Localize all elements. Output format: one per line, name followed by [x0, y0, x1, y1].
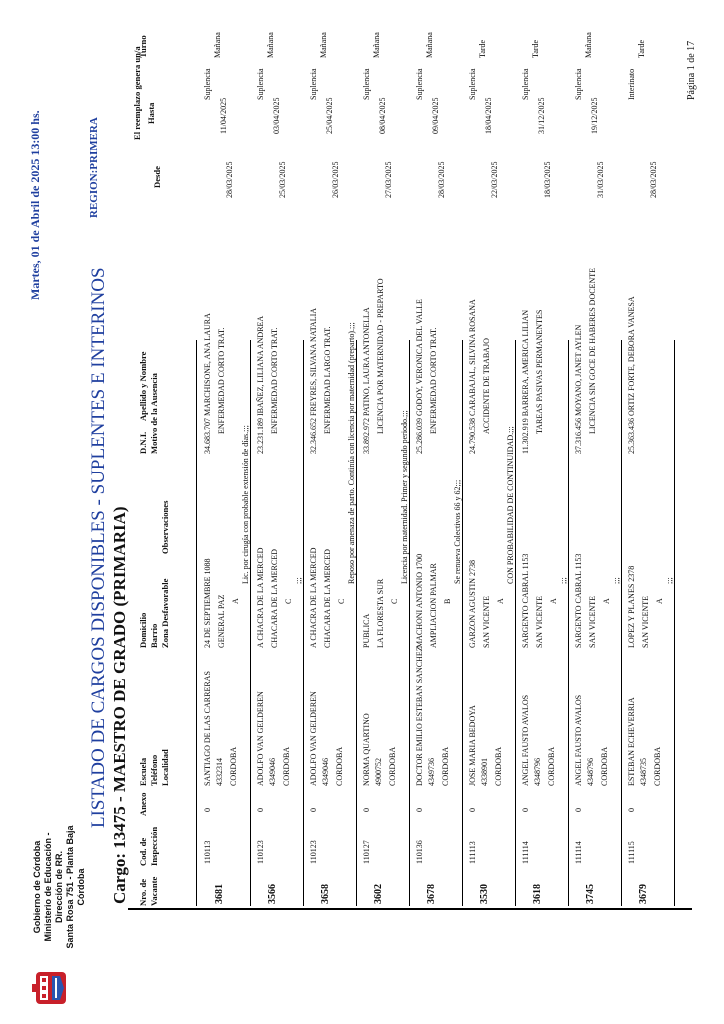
- observaciones: Se renueva Colectivos 66 y 62;;;: [453, 479, 462, 584]
- escuela-localidad: CORDOBA: [494, 746, 503, 786]
- vacante-number: 3681: [214, 884, 225, 904]
- barrio: SAN VICENTE: [535, 595, 544, 648]
- turno: Mañana: [584, 32, 593, 58]
- cod-inspeccion: 111113: [468, 841, 477, 864]
- cod-inspeccion: 110113: [203, 840, 212, 864]
- turno: Tarde: [637, 39, 646, 58]
- ausente-dni-nombre: 11.302.919 BARRERA, AMERICA LILIAN: [521, 309, 530, 454]
- zona-desfavorable: A: [496, 598, 505, 604]
- barrio: GENERAL PAZ: [217, 594, 226, 648]
- motivo-ausencia: ENFERMEDAD CORTO TRAT.: [429, 327, 438, 434]
- fecha-hasta: 19/12/2025: [590, 97, 599, 134]
- anexo: 0: [627, 808, 636, 812]
- table-row: [463, 0, 516, 1024]
- vacante-number: 3602: [373, 884, 384, 904]
- anexo: 0: [415, 808, 424, 812]
- turno: Mañana: [319, 32, 328, 58]
- fecha-desde: 26/03/2025: [331, 161, 340, 198]
- escuela-telefono: 4338901: [480, 758, 489, 786]
- vacante-number: 3618: [532, 884, 543, 904]
- reemplazo-tipo: Suplencia: [309, 68, 318, 100]
- header-ausente: D.N.I. Apellido y Nombre Motivo de la Ausencia: [138, 351, 159, 454]
- escuela-telefono: 4332314: [215, 758, 224, 786]
- ausente-dni-nombre: 34.683.707 MARCHISONE, ANA LAURA: [203, 313, 212, 454]
- gov-line-1: Gobierno de Córdoba: [32, 840, 42, 934]
- observaciones: Lic. por cirugía con probable extensión de días.;;;: [241, 425, 250, 584]
- observaciones: ;;;: [665, 577, 674, 584]
- escuela-name: SANTIAGO DE LAS CARRERAS: [203, 671, 212, 786]
- turno: Mañana: [266, 32, 275, 58]
- cargo-title: Cargo: 13475 - MAESTRO DE GRADO (PRIMARIA): [110, 506, 129, 904]
- header-divider: [196, 340, 197, 906]
- escuela-localidad: CORDOBA: [653, 746, 662, 786]
- escuela-name: JOSE MARIA BEDOYA: [468, 705, 477, 786]
- table-row: [516, 0, 569, 1024]
- vacante-number: 3658: [320, 884, 331, 904]
- domicilio: MACHONI ANTONIO 1700: [415, 553, 424, 648]
- ausente-dni-nombre: 25.363.436 ORTIZ FORTE, DEBORA VANESA: [627, 296, 636, 454]
- header-hasta: Hasta: [146, 102, 156, 124]
- table-row: [569, 0, 622, 1024]
- reemplazo-tipo: Suplencia: [362, 68, 371, 100]
- motivo-ausencia: ENFERMEDAD CORTO TRAT.: [270, 327, 279, 434]
- turno: Mañana: [372, 32, 381, 58]
- gov-line-2: Ministerio de Educación - Dirección de RR.: [43, 832, 64, 942]
- header-domicilio: Domicilio Barrio Zona Desfavorable: [138, 578, 170, 648]
- zona-desfavorable: A: [549, 598, 558, 604]
- ausente-dni-nombre: 32.346.652 FREYRES, SILVANA NATALIA: [309, 307, 318, 454]
- zona-desfavorable: C: [390, 598, 399, 604]
- observaciones: CON PROBABILIDAD DE CONTINUIDAD.;;;: [506, 426, 515, 584]
- motivo-ausencia: ENFERMEDAD CORTO TRAT.: [217, 327, 226, 434]
- vacante-number: 3566: [267, 884, 278, 904]
- observaciones: ;;;: [294, 577, 303, 584]
- observaciones: Reposo por amenaza de parto. Continúa con licencia por maternidad (preparto).;;;: [347, 322, 356, 584]
- table-row: [410, 0, 463, 1024]
- fecha-hasta: 18/04/2025: [484, 97, 493, 134]
- fecha-hasta: 03/04/2025: [272, 97, 281, 134]
- domicilio: A CHACRA DE LA MERCED: [309, 547, 318, 648]
- fecha-desde: 27/03/2025: [384, 161, 393, 198]
- barrio: CHACARA DE LA MERCED: [270, 549, 279, 648]
- page-number: Página 1 de 17: [686, 40, 697, 100]
- barrio: SAN VICENTE: [482, 595, 491, 648]
- fecha-hasta: 31/12/2025: [537, 97, 546, 134]
- fecha-hasta: 09/04/2025: [431, 97, 440, 134]
- cod-inspeccion: 111115: [627, 841, 636, 864]
- header-escuela: Escuela Teléfono Localidad: [138, 749, 170, 786]
- anexo: 0: [203, 808, 212, 812]
- zona-desfavorable: A: [655, 598, 664, 604]
- motivo-ausencia: TAREAS PASIVAS PERMANENTES: [535, 309, 544, 434]
- gov-line-3: Santa Rosa 751 - Planta Baja Córdoba: [65, 825, 86, 949]
- table-row: [198, 0, 251, 1024]
- escuela-telefono: 4349736: [427, 758, 436, 786]
- escuela-name: DOCTOR EMILIO ESTEBAN SANCHEZ: [415, 646, 424, 786]
- table-row: [304, 0, 357, 1024]
- header-observaciones: Observaciones: [160, 500, 170, 554]
- row-divider: [674, 340, 675, 906]
- header-desde: Desde: [152, 166, 162, 188]
- header-vacante: Nro. de Vacante: [138, 876, 159, 906]
- anexo: 0: [309, 808, 318, 812]
- motivo-ausencia: LICENCIA SIN GOCE DE HABERES DOCENTE: [588, 268, 597, 434]
- fecha-desde: 31/03/2025: [596, 161, 605, 198]
- turno: Tarde: [478, 39, 487, 58]
- barrio: SAN VICENTE: [588, 595, 597, 648]
- escuela-name: ANGEL FAUSTO AVALOS: [521, 694, 530, 786]
- fecha-desde: 25/03/2025: [278, 161, 287, 198]
- escuela-telefono: 4349046: [321, 758, 330, 786]
- reemplazo-tipo: Suplencia: [574, 68, 583, 100]
- escuela-name: ADOLFO VAN GELDEREN: [309, 691, 318, 786]
- escuela-localidad: CORDOBA: [547, 746, 556, 786]
- escuela-name: ANGEL FAUSTO AVALOS: [574, 694, 583, 786]
- escuela-localidad: CORDOBA: [335, 746, 344, 786]
- cod-inspeccion: 111114: [574, 841, 583, 864]
- barrio: LA FLORESTA SUR: [376, 578, 385, 648]
- reemplazo-tipo: Interinato: [627, 68, 636, 100]
- vacante-number: 3678: [426, 884, 437, 904]
- escuela-telefono: 4348796: [533, 758, 542, 786]
- turno: Mañana: [425, 32, 434, 58]
- table-row: [251, 0, 304, 1024]
- barrio: CHACARA DE LA MERCED: [323, 549, 332, 648]
- anexo: 0: [574, 808, 583, 812]
- domicilio: LOPEZ Y PLANES 2378: [627, 565, 636, 648]
- header-turno: Turno: [138, 35, 148, 58]
- vacante-number: 3530: [479, 884, 490, 904]
- fecha-desde: 18/03/2025: [543, 161, 552, 198]
- vacante-number: 3745: [585, 884, 596, 904]
- fecha-desde: 28/03/2025: [649, 161, 658, 198]
- zona-desfavorable: A: [602, 598, 611, 604]
- fecha-hasta: 11/04/2025: [219, 97, 228, 134]
- government-block: [32, 812, 87, 962]
- zona-desfavorable: C: [337, 598, 346, 604]
- anexo: 0: [362, 808, 371, 812]
- reemplazo-tipo: Suplencia: [256, 68, 265, 100]
- escuela-localidad: CORDOBA: [282, 746, 291, 786]
- ausente-dni-nombre: 23.231.189 IBAÑEZ, LILIANA ANDREA: [256, 315, 265, 454]
- motivo-ausencia: LICENCIA POR MATERNIDAD - PREPARTO: [376, 278, 385, 434]
- fecha-hasta: 25/04/2025: [325, 97, 334, 134]
- escuela-telefono: 4348796: [586, 758, 595, 786]
- motivo-ausencia: ACCIDENTE DE TRABAJO: [482, 338, 491, 434]
- reemplazo-tipo: Suplencia: [468, 68, 477, 100]
- zona-desfavorable: C: [284, 598, 293, 604]
- anexo: 0: [468, 808, 477, 812]
- ausente-dni-nombre: 25.286.039 GODOY, VERONICA DEL VALLE: [415, 299, 424, 454]
- cordoba-coat-of-arms-icon: [30, 968, 70, 1008]
- fecha-desde: 28/03/2025: [437, 161, 446, 198]
- reemplazo-tipo: Suplencia: [203, 68, 212, 100]
- fecha-desde: 22/03/2025: [490, 161, 499, 198]
- anexo: 0: [521, 808, 530, 812]
- table-row: [357, 0, 410, 1024]
- cod-inspeccion: 111114: [521, 841, 530, 864]
- header-anexo: Anexo: [138, 792, 148, 816]
- escuela-localidad: CORDOBA: [388, 746, 397, 786]
- anexo: 0: [256, 808, 265, 812]
- escuela-name: ESTEBAN ECHEVERRIA: [627, 697, 636, 786]
- motivo-ausencia: ENFERMEDAD LARGO TRAT.: [323, 326, 332, 434]
- barrio: AMPLIACION PALMAR: [429, 563, 438, 648]
- domicilio: SARGENTO CABRAL 1153: [521, 553, 530, 648]
- cod-inspeccion: 110136: [415, 840, 424, 864]
- ausente-dni-nombre: 24.790.538 CARABAJAL, SILVINA ROSANA: [468, 299, 477, 454]
- barrio: SAN VICENTE: [641, 595, 650, 648]
- turno: Tarde: [531, 39, 540, 58]
- fecha-desde: 28/03/2025: [225, 161, 234, 198]
- zona-desfavorable: B: [443, 598, 452, 604]
- reemplazo-tipo: Suplencia: [415, 68, 424, 100]
- domicilio: PUBLICA: [362, 613, 371, 648]
- zona-desfavorable: A: [231, 598, 240, 604]
- cod-inspeccion: 110123: [309, 840, 318, 864]
- escuela-localidad: CORDOBA: [600, 746, 609, 786]
- reemplazo-tipo: Suplencia: [521, 68, 530, 100]
- escuela-telefono: 4900752: [374, 758, 383, 786]
- observaciones: ;;;: [559, 577, 568, 584]
- table-row: [622, 0, 675, 1024]
- observaciones: Licencia por maternidad. Primer y segundo periodo.;;;: [400, 410, 409, 584]
- observaciones: ;;;: [612, 577, 621, 584]
- ausente-dni-nombre: 37.316.456 MOYANO, JANET AYLEN: [574, 324, 583, 454]
- report-date: Martes, 01 de Abril de 2025 13:00 hs.: [28, 110, 42, 300]
- header-inspeccion: Cod. de Inspección: [138, 826, 159, 866]
- escuela-telefono: 4349046: [268, 758, 277, 786]
- escuela-localidad: CORDOBA: [229, 746, 238, 786]
- region-label: REGION:PRIMERA: [88, 117, 100, 218]
- domicilio: A CHACRA DE LA MERCED: [256, 547, 265, 648]
- fecha-hasta: 08/04/2025: [378, 97, 387, 134]
- escuela-name: ADOLFO VAN GELDEREN: [256, 691, 265, 786]
- vacante-number: 3679: [638, 884, 649, 904]
- ausente-dni-nombre: 33.892.972 PATINO, LAURA ANTONELLA: [362, 307, 371, 454]
- header-reemplazo: El reemplazo genera un/a: [132, 46, 142, 140]
- escuela-localidad: CORDOBA: [441, 746, 450, 786]
- domicilio: 24 DE SEPTIEMBRE 1088: [203, 558, 212, 648]
- domicilio: SARGENTO CABRAL 1153: [574, 553, 583, 648]
- escuela-telefono: 4348735: [639, 758, 648, 786]
- domicilio: GARZON AGUSTIN 2738: [468, 560, 477, 648]
- escuela-name: NORMA QUARTINO: [362, 713, 371, 786]
- cod-inspeccion: 110127: [362, 840, 371, 864]
- cod-inspeccion: 110123: [256, 840, 265, 864]
- turno: Mañana: [213, 32, 222, 58]
- page-title: LISTADO DE CARGOS DISPONIBLES - SUPLENTES E INTERINOS: [88, 267, 109, 828]
